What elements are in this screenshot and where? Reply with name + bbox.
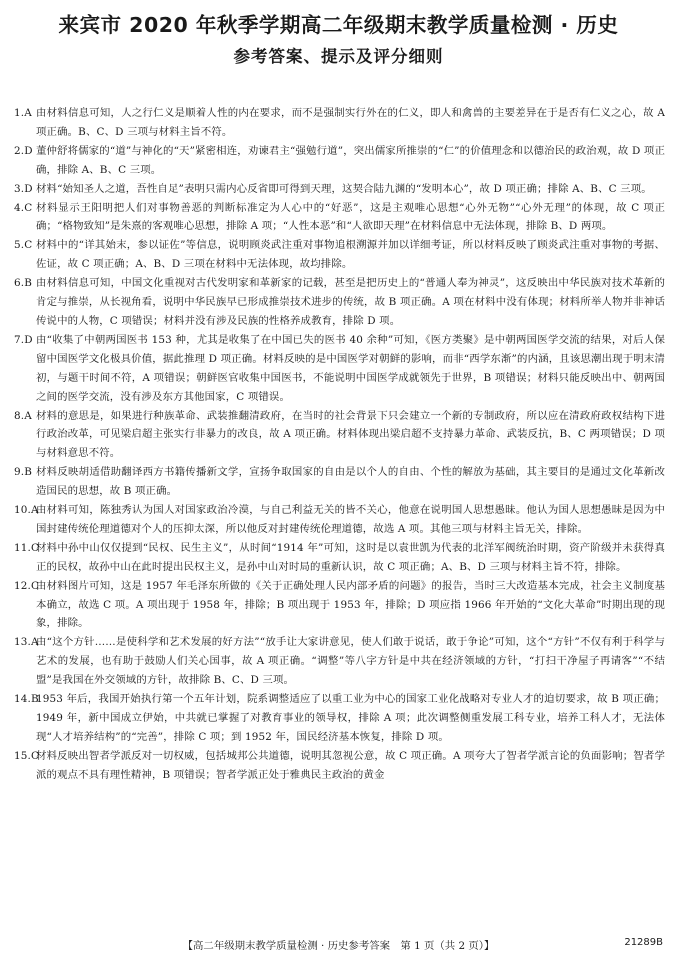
answer-number: 9.B bbox=[14, 466, 32, 479]
answer-number: 12.C bbox=[14, 579, 40, 592]
answer-number: 10.A bbox=[14, 504, 39, 517]
answer-number: 14.B bbox=[14, 693, 39, 706]
answer-item bbox=[14, 331, 665, 407]
answer-list bbox=[14, 104, 665, 785]
answer-item bbox=[14, 501, 665, 539]
answer-number: 1.A bbox=[14, 107, 32, 119]
answer-text: 材料显示王阳明把人们对事物善恶的判断标准定为人心中的“好恶”，这是主观唯心思想“心外无物”“心外无理”的体现，故 C 项正确；“格物致知”是朱熹的客观唯心思想，排除 A 项；“人性本恶”和“人欲即天理”在材料信息中无法体现，排除 B、D 两项。 bbox=[36, 201, 665, 233]
answer-number: 7.D bbox=[14, 333, 33, 346]
answer-number: 15.C bbox=[14, 749, 40, 762]
page-footer bbox=[0, 935, 677, 955]
page-subtitle: 参考答案、提示及评分细则 bbox=[233, 47, 444, 66]
answer-item bbox=[14, 690, 665, 747]
answer-item bbox=[14, 104, 665, 142]
footer-text: 【高二年级期末教学质量检测 · 历史参考答案 第 1 页（共 2 页）】 bbox=[182, 940, 495, 952]
answer-text: 由材料信息可知，中国文化重视对古代发明家和革新家的记载，甚至是把历史上的“普通人奉为神灵”，这反映出中华民族对技术革新的肯定与推崇，从长视角看，说明中华民族早已形成推崇技术进步的传统，故 B 项正确。A 项在材料中没有体现；材料所举人物并非神话传说中的人物，C 项错误；材料并没有涉及民族的性格养成教育，排除 D 项。 bbox=[36, 277, 665, 327]
answer-text: 材料的意思是，如果进行种族革命、武装推翻清政府，在当时的社会背景下只会建立一个新的专制政府，所以应在清政府政权结构下进行政治改革，可见梁启超主张实行非暴力的改良，故 A 项正确。材料体现出梁启超不支持暴力革命、武装反抗，B、C 两项错误；D 项与材料意思不符。 bbox=[36, 409, 665, 460]
answer-text: 由材料信息可知，人之行仁义是顺着人性的内在要求，而不是强制实行外在的仁义，即人和禽兽的主要差异在于是否有仁义之心，故 A 项正确。B、C、D 三项与材料主旨不符。 bbox=[36, 107, 665, 138]
answer-number: 5.C bbox=[14, 239, 33, 252]
answer-item bbox=[14, 633, 665, 690]
answer-number: 3.D bbox=[14, 182, 33, 195]
answer-number: 13.A bbox=[14, 636, 39, 649]
answer-number: 11.C bbox=[14, 541, 40, 554]
answer-text: 1953 年后，我国开始执行第一个五年计划，院系调整适应了以重工业为中心的国家工业化战略对专业人才的迫切要求，故 B 项正确；1949 年，新中国成立伊始，中共就已掌握了对教育事业的领导权，排除 A 项；此次调整侧重发展工科专业，培养工科人才，无法体现“人才培养结构”的“完善”，排除 C 项；到 1952 年，国民经济基本恢复，排除 D 项。 bbox=[36, 693, 665, 743]
answer-text: 由“收集了中朝两国医书 153 种，尤其是收集了在中国已失的医书 40 余种”可知，《医方类聚》是中朝两国医学交流的结果，对后人保留中国医学文化极具价值，据此推理 D 项正确。材料反映的是中国医学对朝鲜的影响，而非“西学东渐”的内涵，且该思潮出现于明末清初，与题干时间不符，A 项错误；朝鲜医官收集中国医书，不能说明中国医学成就领先于世界，B 项错误；材料只能反映出中、朝两国之间的医学交流，没有涉及东方其他国家，C 项错误。 bbox=[36, 333, 665, 403]
answer-text: 由材料可知，陈独秀认为国人对国家政治冷漠，与自己利益无关的皆不关心，他意在说明国人思想愚昧。他认为国人思想愚昧是因为中国封建传统伦理道德对个人的压抑太深，所以他反对封建传统伦理道德，故选 A 项。其他三项与材料主旨无关，排除。 bbox=[36, 504, 665, 535]
answer-item bbox=[14, 236, 665, 274]
answer-item bbox=[14, 539, 665, 577]
answer-item bbox=[14, 199, 665, 237]
answer-item bbox=[14, 463, 665, 501]
answer-item bbox=[14, 407, 665, 464]
answer-text: 材料反映胡适借助翻译西方书籍传播新文学，宣扬争取国家的自由是以个人的自由、个性的解放为基础，其主要目的是通过文化革新改造国民的思想，故 B 项正确。 bbox=[36, 466, 665, 498]
answer-text: 材料中的“详其始末，参以证佐”等信息，说明顾炎武注重对事物追根溯源并加以详细考证，所以材料反映了顾炎武注重对事物的考据、佐证，故 C 项正确；A、B、D 三项在材料中无法体现，故均排除。 bbox=[36, 239, 665, 271]
answer-text: 由“这个方针……是使科学和艺术发展的好方法”“放手让大家讲意见，使人们敢于说话，敢于争论”可知，这个“方针”不仅有利于科学与艺术的发展，也有助于鼓励人们关心国事，故 A 项正确。“调整”等八字方针是中共在经济领域的方针，“打扫干净屋子再请客”“不结盟”是我国在外交领域的方针，故排除 B、C、D 三项。 bbox=[36, 636, 665, 687]
footer-code: 21289B bbox=[624, 937, 663, 948]
answer-text: 材料“始知圣人之道，吾性自足”表明只需内心反省即可得到天理，这契合陆九渊的“发明本心”，故 D 项正确；排除 A、B、C 三项。 bbox=[36, 182, 652, 195]
answer-item bbox=[14, 747, 665, 785]
answer-number: 8.A bbox=[14, 409, 32, 422]
page-title: 来宾市 2020 年秋季学期高二年级期末教学质量检测 · 历史 bbox=[58, 13, 619, 37]
answer-item bbox=[14, 274, 665, 331]
answer-number: 2.D bbox=[14, 144, 33, 157]
answer-text: 材料反映出智者学派反对一切权威，包括城邦公共道德，说明其忽视公意，故 C 项正确。A 项夸大了智者学派言论的负面影响；智者学派的观点不具有理性精神，B 项错误；智者学派正处于雅典民主政治的黄金 bbox=[36, 749, 665, 781]
answer-text: 材料中孙中山仅仅提到“民权、民生主义”，从时间“1914 年”可知，这时是以袁世凯为代表的北洋军阀统治时期，资产阶级并未获得真正的民权，故孙中山在此时提出民权主义，是孙中山对时局的重新认识，故 C 项正确；A、B、D 三项与材料主旨不符，排除。 bbox=[36, 541, 665, 573]
answer-text: 由材料图片可知，这是 1957 年毛泽东所做的《关于正确处理人民内部矛盾的问题》的报告，当时三大改造基本完成，社会主义制度基本确立，故选 C 项。A 项出现于 1958 年，排除；B 项出现于 1953 年，排除；D 项应指 1966 年开始的“文化大革命”时期出现的现象，排除。 bbox=[36, 579, 665, 630]
answer-number: 6.B bbox=[14, 277, 32, 290]
answer-item bbox=[14, 142, 665, 180]
answer-text: 董仲舒将儒家的“道”与神化的“天”紧密相连，劝谏君主“强勉行道”，突出儒家所推崇的“仁”的价值理念和以德治民的政治观，故 D 项正确，排除 A、B、C 三项。 bbox=[36, 144, 665, 176]
answer-item bbox=[14, 577, 665, 634]
answer-number: 4.C bbox=[14, 201, 33, 214]
answer-item bbox=[14, 180, 665, 199]
